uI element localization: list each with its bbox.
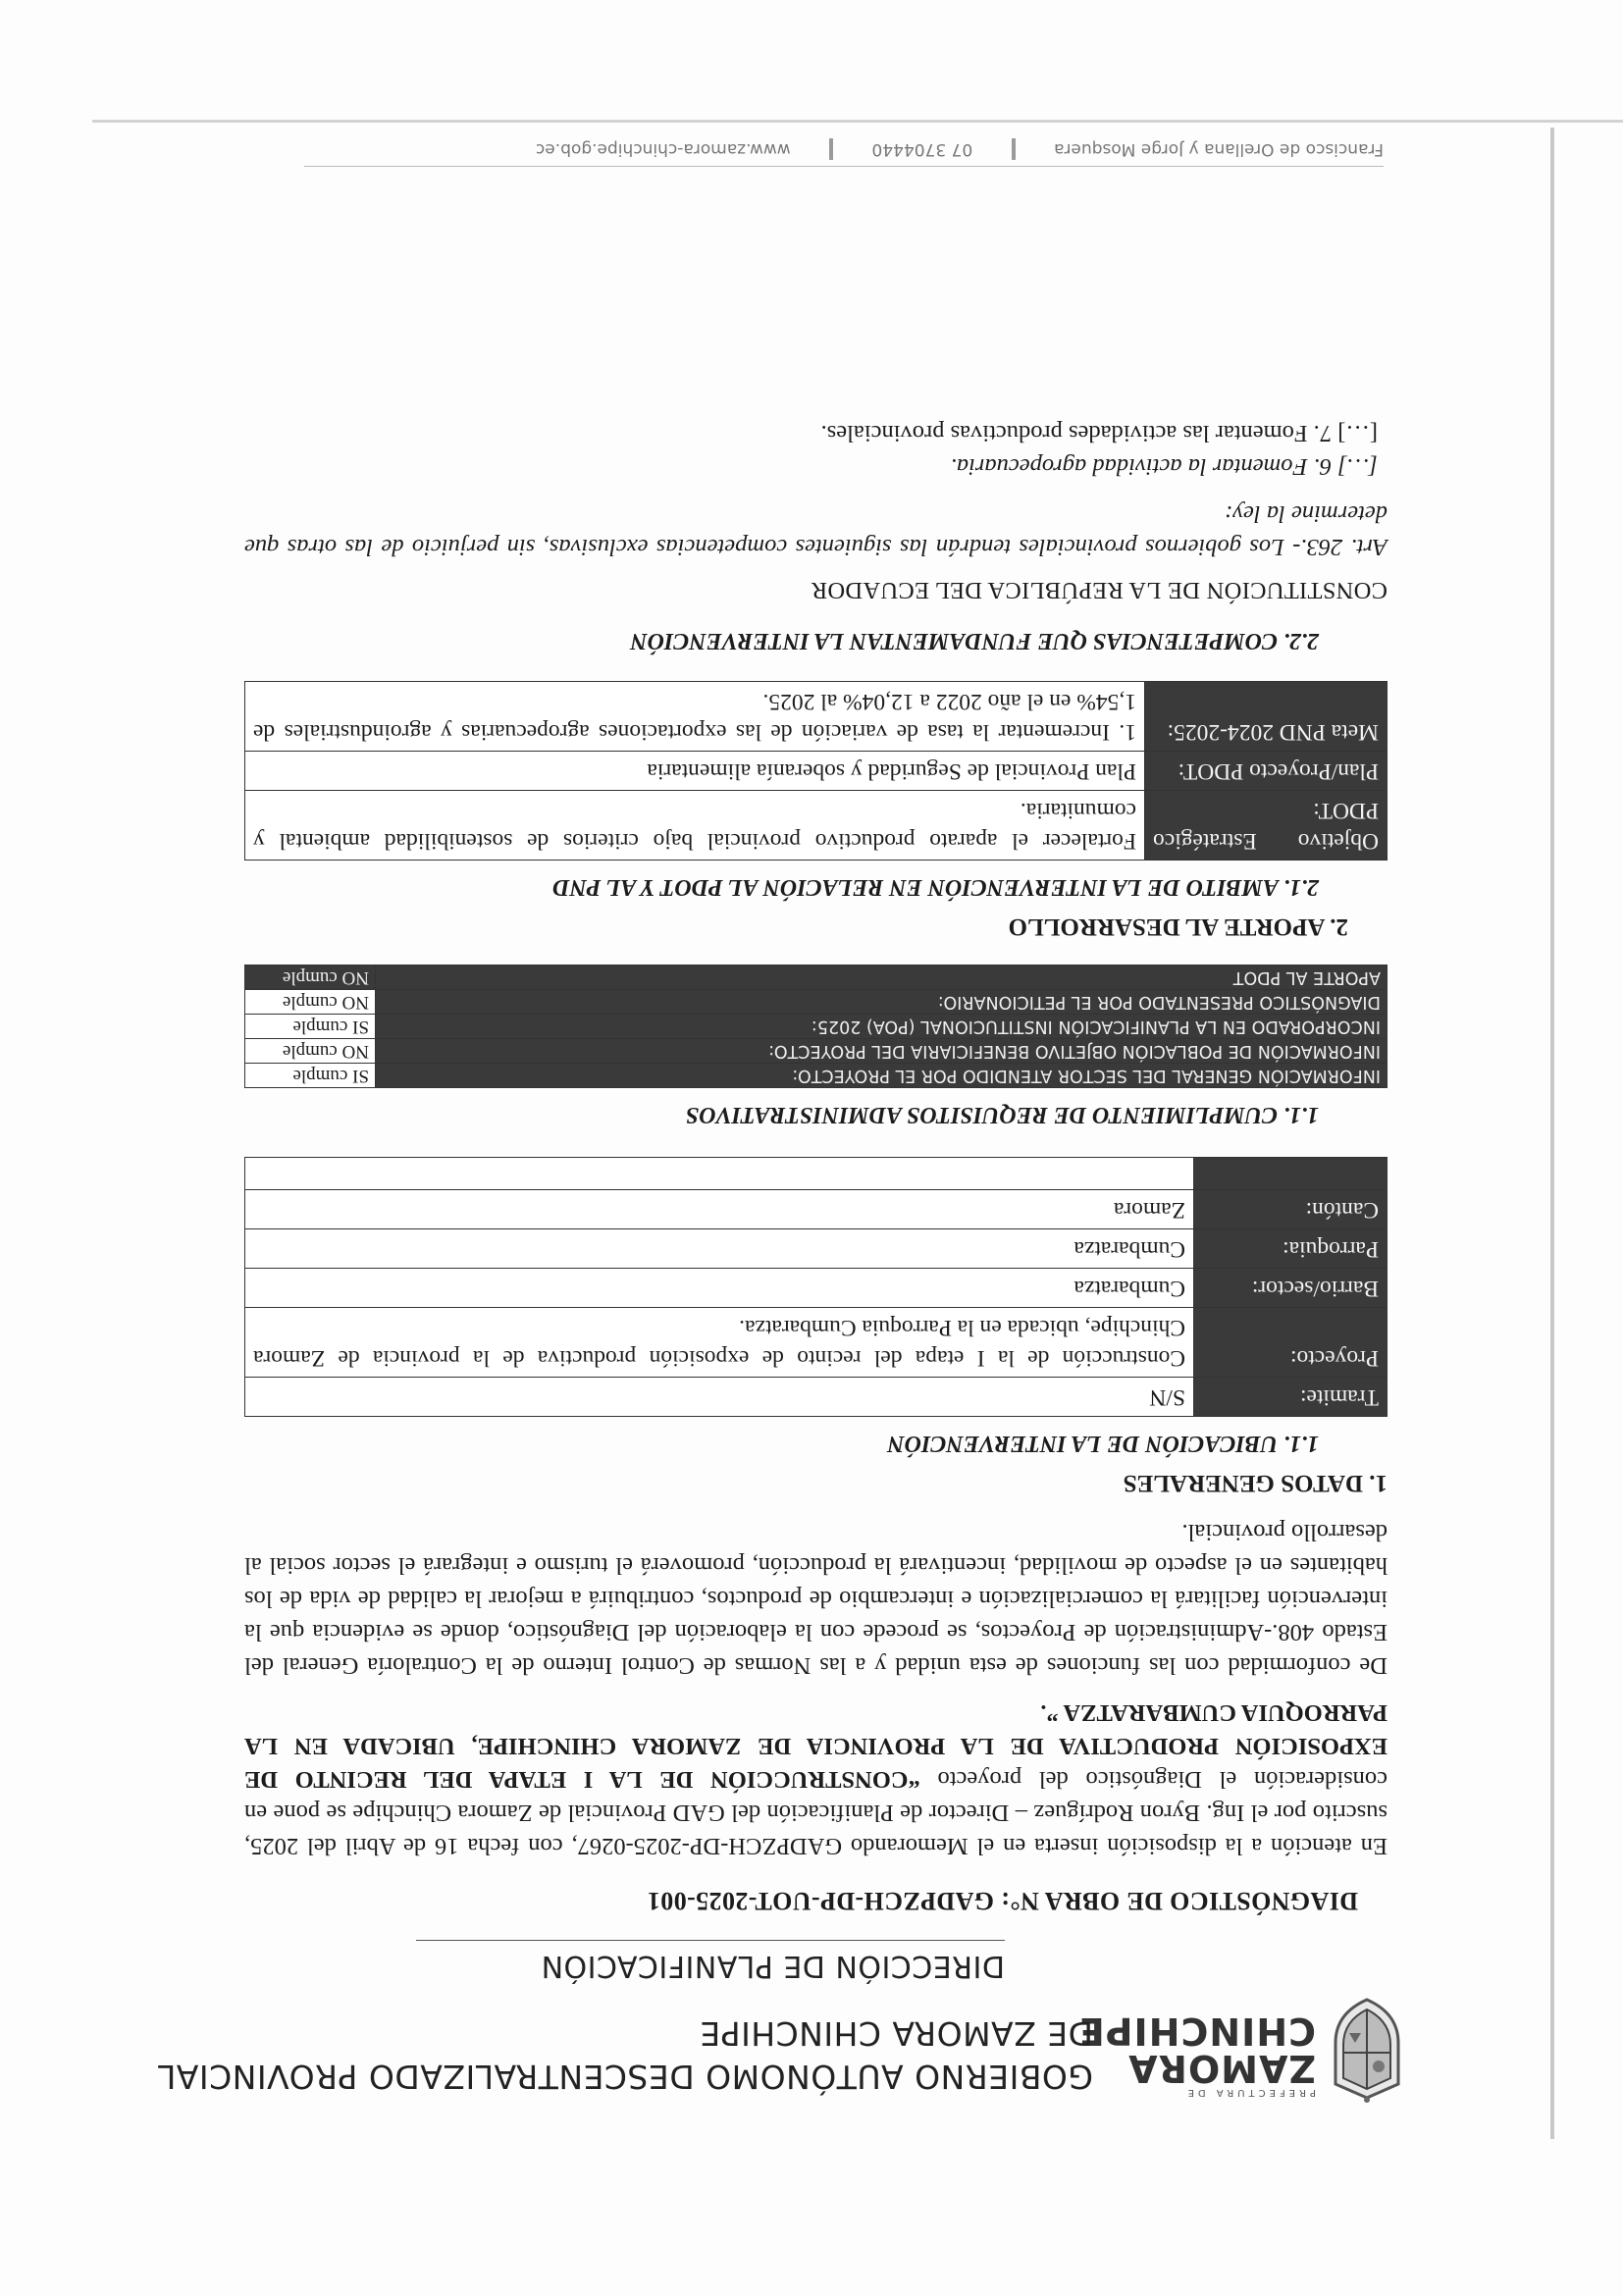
organization-name: [157, 2011, 1093, 2098]
document-body: [244, 416, 1387, 1923]
row-value: Zamora: [245, 1190, 1194, 1229]
competence-list: [244, 416, 1387, 483]
org-line2: DE ZAMORA CHINCHIPE: [699, 2014, 1093, 2053]
row-label: Barrio/sector:: [1194, 1269, 1387, 1308]
section2-sub2: 2.2. COMPETENCIAS QUE FUNDAMENTAN LA INTERVENCIÓN: [630, 628, 1319, 653]
crest-icon: [1328, 1996, 1406, 2104]
row-label: Objetivo Estratégico PDOT:: [1145, 791, 1387, 861]
req-label: INFORMACIÓN DE POBLACIÓN OBJETIVO BENEFICIARIA DEL PROYECTO:: [376, 1039, 1387, 1064]
row-label-empty: [1194, 1158, 1387, 1190]
footer-website: www.zamora-chinchipe.gob.ec: [535, 139, 791, 159]
row-label: Proyecto:: [1194, 1308, 1387, 1378]
row-value: Plan Provincial de Seguridad y soberanía alimentaria: [245, 752, 1145, 791]
direction-name: DIRECCIÓN DE PLANIFICACIÓN: [416, 1940, 1005, 1983]
row-label: Parroquia:: [1194, 1229, 1387, 1269]
table-row: [245, 1015, 1387, 1039]
row-value-empty: [245, 1158, 1194, 1190]
table-row: [245, 791, 1387, 861]
scan-border-left: [1550, 128, 1554, 2139]
req-status: SI cumple: [245, 1064, 376, 1088]
row-value: S/N: [245, 1378, 1194, 1417]
table-row: [245, 682, 1387, 752]
table-row: [245, 990, 1387, 1015]
logo-wordmark: [1077, 2009, 1316, 2098]
footer-address: Francisco de Orellana y Jorge Mosquera: [1054, 139, 1384, 159]
section2-title: 2. APORTE AL DESARROLLO: [1008, 913, 1348, 940]
row-label: Cantón:: [1194, 1190, 1387, 1229]
footer-separator: [829, 138, 833, 160]
row-value: Construcción de la I etapa del recinto de exposición productiva de la provincia de Zamora Chinchipe, ubicada en la Parroquia Cumbaratza.: [245, 1308, 1194, 1378]
row-label: Meta PND 2024-2025:: [1145, 682, 1387, 752]
req-status: NO cumple: [245, 1039, 376, 1064]
table-row: [245, 1064, 1387, 1088]
table-row: [245, 752, 1387, 791]
constitution-heading: CONSTITUCIÓN DE LA REPÚBLICA DEL ECUADOR: [811, 577, 1387, 603]
req-status: NO cumple: [245, 990, 376, 1015]
row-value: Cumbaratza: [245, 1229, 1194, 1269]
req-label: DIAGNÓSTICO PRESENTADO POR EL PETICIONARIO:: [376, 990, 1387, 1015]
org-line1: GOBIERNO AUTÓNOMO DESCENTRALIZADO PROVINCIAL: [157, 2058, 1093, 2096]
conformity-paragraph: De conformidad con las funciones de esta unidad y a las Normas de Control Interno de la Contraloría General del Estado 408.-Administración de Proyectos, se procede con la elaboración del Diagnóstico, donde se evidencia que la intervención facilitará la comercialización e intercambio de productos, contribuirá a mejorar la calidad de vida de los habitantes en el aspecto de movilidad, incentivará la producción, promoverá el turismo e integrará el sector social al desarrollo provincial.: [244, 1519, 1387, 1679]
project-name-bold: “CONSTRUCCIÓN DE LA I ETAPA DEL RECINTO DE EXPOSICIÓN PRODUCTIVA DE LA PROVINCIA DE ZAMORA CHINCHIPE, UBICADA EN LA PARROQUIA CUMBARATZA ”.: [243, 1699, 1387, 1793]
logo-prefix: PREFECTURA DE: [1183, 2087, 1316, 2098]
table-row: [245, 965, 1387, 990]
row-value: Cumbaratza: [245, 1269, 1194, 1308]
table-row: [245, 1039, 1387, 1064]
section2-sub1: 2.1. AMBITO DE LA INTERVENCIÓN EN RELACIÓN AL PDOT Y AL PND: [552, 874, 1319, 900]
scan-border-bottom: [92, 120, 1623, 123]
pdot-table: [244, 681, 1387, 861]
section1-title: 1. DATOS GENERALES: [1123, 1470, 1387, 1496]
row-label: Plan/Proyecto PDOT:: [1145, 752, 1387, 791]
logo-line2: CHINCHIPE: [1077, 2009, 1316, 2053]
intro-text: En atención a la disposición inserta en el Memorando GADPZCH-DP-2025-0267, con fecha 16 de Abril del 2025, suscrito por el Ing. Byron Rodríguez – Director de Planificación del GAD Provincial de Zamora Chinchipe se pone en consideración el Diagnóstico del proyecto: [244, 1766, 1387, 1859]
location-table: [244, 1157, 1387, 1417]
list-item: […] 6. Fomentar la actividad agropecuaria.: [950, 453, 1378, 480]
row-value: 1. Incrementar la tasa de variación de las exportaciones agropecuarias y agroindustriales de 1,54% en el año 2022 a 12,04% al 2025.: [245, 682, 1145, 752]
list-item: […] 7. Fomentar las actividades productivas provinciales.: [820, 420, 1378, 446]
req-label: APORTE AL PDOT: [376, 965, 1387, 990]
req-label: INCORPORADO EN LA PLANIFICACIÓN INSTITUCIONAL (POA) 2025:: [376, 1015, 1387, 1039]
footer-separator: [1012, 138, 1016, 160]
logo-line1: ZAMORA: [1127, 2047, 1316, 2090]
table-row-empty: [245, 1158, 1387, 1190]
section1-sub1: 1.1. UBICACIÓN DE LA INTERVENCIÓN: [887, 1431, 1319, 1456]
requirements-table: [244, 965, 1387, 1088]
article-263: Art. 263.- Los gobiernos provinciales tendrán las siguientes competencias exclusivas, sin perjuicio de las otras que determine la ley:: [244, 500, 1387, 560]
page-footer: [304, 138, 1384, 167]
row-value: Fortalecer el aparato productivo provincial bajo criterios de sostenibilidad ambiental y comunitaria.: [245, 791, 1145, 861]
table-row: [245, 1190, 1387, 1229]
table-row: [245, 1269, 1387, 1308]
document-title: DIAGNÓSTICO DE OBRA N°: GADPZCH-DP-UOT-2025-001: [647, 1887, 1358, 1915]
footer-phone: 07 3704440: [871, 139, 973, 159]
req-status: SI cumple: [245, 1015, 376, 1039]
row-label: Tramite:: [1194, 1378, 1387, 1417]
req-label: INFORMACIÓN GENERAL DEL SECTOR ATENDIDO POR EL PROYECTO:: [376, 1064, 1387, 1088]
section1-sub2: 1.1. CUMPLIMIENTO DE REQUISITOS ADMINISTRATIVOS: [685, 1102, 1319, 1127]
intro-paragraph: [244, 1696, 1387, 1862]
table-row: [245, 1229, 1387, 1269]
req-status: NO cumple: [245, 965, 376, 990]
table-row: [245, 1378, 1387, 1417]
table-row: [245, 1308, 1387, 1378]
